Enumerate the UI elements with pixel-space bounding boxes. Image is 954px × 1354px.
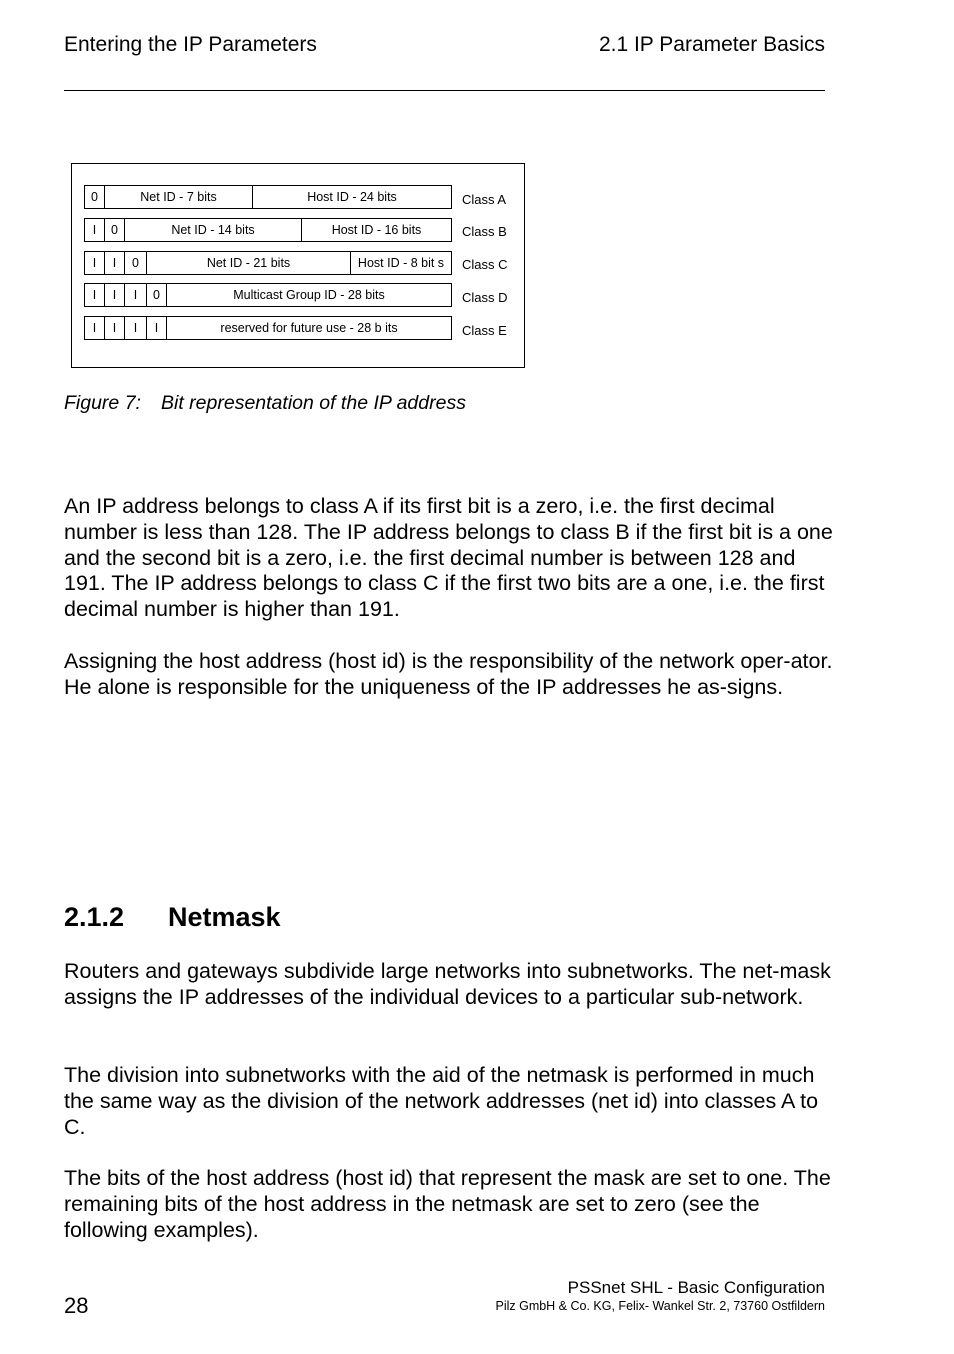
class-b-row xyxy=(84,218,452,242)
paragraph-netmask-division: The division into subnetworks with the aid of the netmask is performed in much the same way as the division of the network addresses (net id) into classes A to C. xyxy=(64,1063,819,1139)
figure-number: Figure 7: xyxy=(64,392,141,414)
bit-cell: I xyxy=(104,283,125,307)
class-c-row xyxy=(84,251,452,275)
footer-doc-title: PSSnet SHL - Basic Configuration xyxy=(567,1278,825,1297)
bit-cell: I xyxy=(124,316,147,340)
section-heading xyxy=(64,902,281,933)
class-d-row xyxy=(84,283,452,307)
reserved-cell: reserved for future use - 28 b its xyxy=(166,316,452,340)
class-e-label: Class E xyxy=(462,323,507,338)
host-id-cell: Host ID - 8 bit s xyxy=(350,251,452,275)
net-id-cell: Net ID - 7 bits xyxy=(104,185,253,209)
class-d-label: Class D xyxy=(462,290,508,305)
running-header-section: 2.1 IP Parameter Basics xyxy=(598,33,825,56)
header-divider xyxy=(64,90,825,91)
paragraph-netmask-intro: Routers and gateways subdivide large networks into subnetworks. The net-mask assigns the IP addresses of the individual devices to a particular sub-network. xyxy=(64,959,831,1009)
running-header-chapter: Entering the IP Parameters xyxy=(64,33,317,56)
paragraph-ip-classes: An IP address belongs to class A if its first bit is a zero, i.e. the first decimal number is less than 128. The IP address belongs to class B if the first bit is a one and the second bit is a zero, i.e. the first decimal number is between 128 and 191. The IP address belongs to class C if the first two bits are a one, i.e. the first decimal number is higher than 191. xyxy=(64,494,833,622)
bit-cell: I xyxy=(124,283,147,307)
host-id-cell: Host ID - 16 bits xyxy=(301,218,452,242)
paragraph-host-address: Assigning the host address (host id) is the responsibility of the network oper-ator. He alone is responsible for the uniqueness of the IP addresses he as-signs. xyxy=(64,649,833,699)
bit-cell: I xyxy=(146,316,167,340)
class-a-label: Class A xyxy=(462,192,507,207)
section-title: Netmask xyxy=(168,902,281,932)
bit-cell: I xyxy=(104,316,125,340)
bit-cell: 0 xyxy=(146,283,167,307)
bit-cell: 0 xyxy=(124,251,147,275)
paragraph-netmask-bits: The bits of the host address (host id) that represent the mask are set to one. The remaining bits of the host address in the netmask are set to zero (see the following examples). xyxy=(64,1166,831,1242)
bit-cell: I xyxy=(84,251,105,275)
footer-address: Pilz GmbH & Co. KG, Felix- Wankel Str. 2, 73760 Ostfildern xyxy=(495,1299,825,1313)
page-number: 28 xyxy=(64,1293,89,1318)
bit-cell: I xyxy=(104,251,125,275)
host-id-cell: Host ID - 24 bits xyxy=(252,185,452,209)
class-e-row xyxy=(84,316,452,340)
class-c-label: Class C xyxy=(462,257,508,272)
figure-caption-text: Bit representation of the IP address xyxy=(161,392,466,414)
class-a-row xyxy=(84,185,452,209)
bit-cell: 0 xyxy=(104,218,125,242)
multicast-group-cell: Multicast Group ID - 28 bits xyxy=(166,283,452,307)
bit-cell: I xyxy=(84,283,105,307)
figure-caption xyxy=(64,392,466,415)
net-id-cell: Net ID - 21 bits xyxy=(146,251,351,275)
class-b-label: Class B xyxy=(462,224,507,239)
net-id-cell: Net ID - 14 bits xyxy=(124,218,302,242)
section-number: 2.1.2 xyxy=(64,902,125,932)
bit-cell: 0 xyxy=(84,185,105,209)
bit-cell: I xyxy=(84,218,105,242)
bit-cell: I xyxy=(84,316,105,340)
